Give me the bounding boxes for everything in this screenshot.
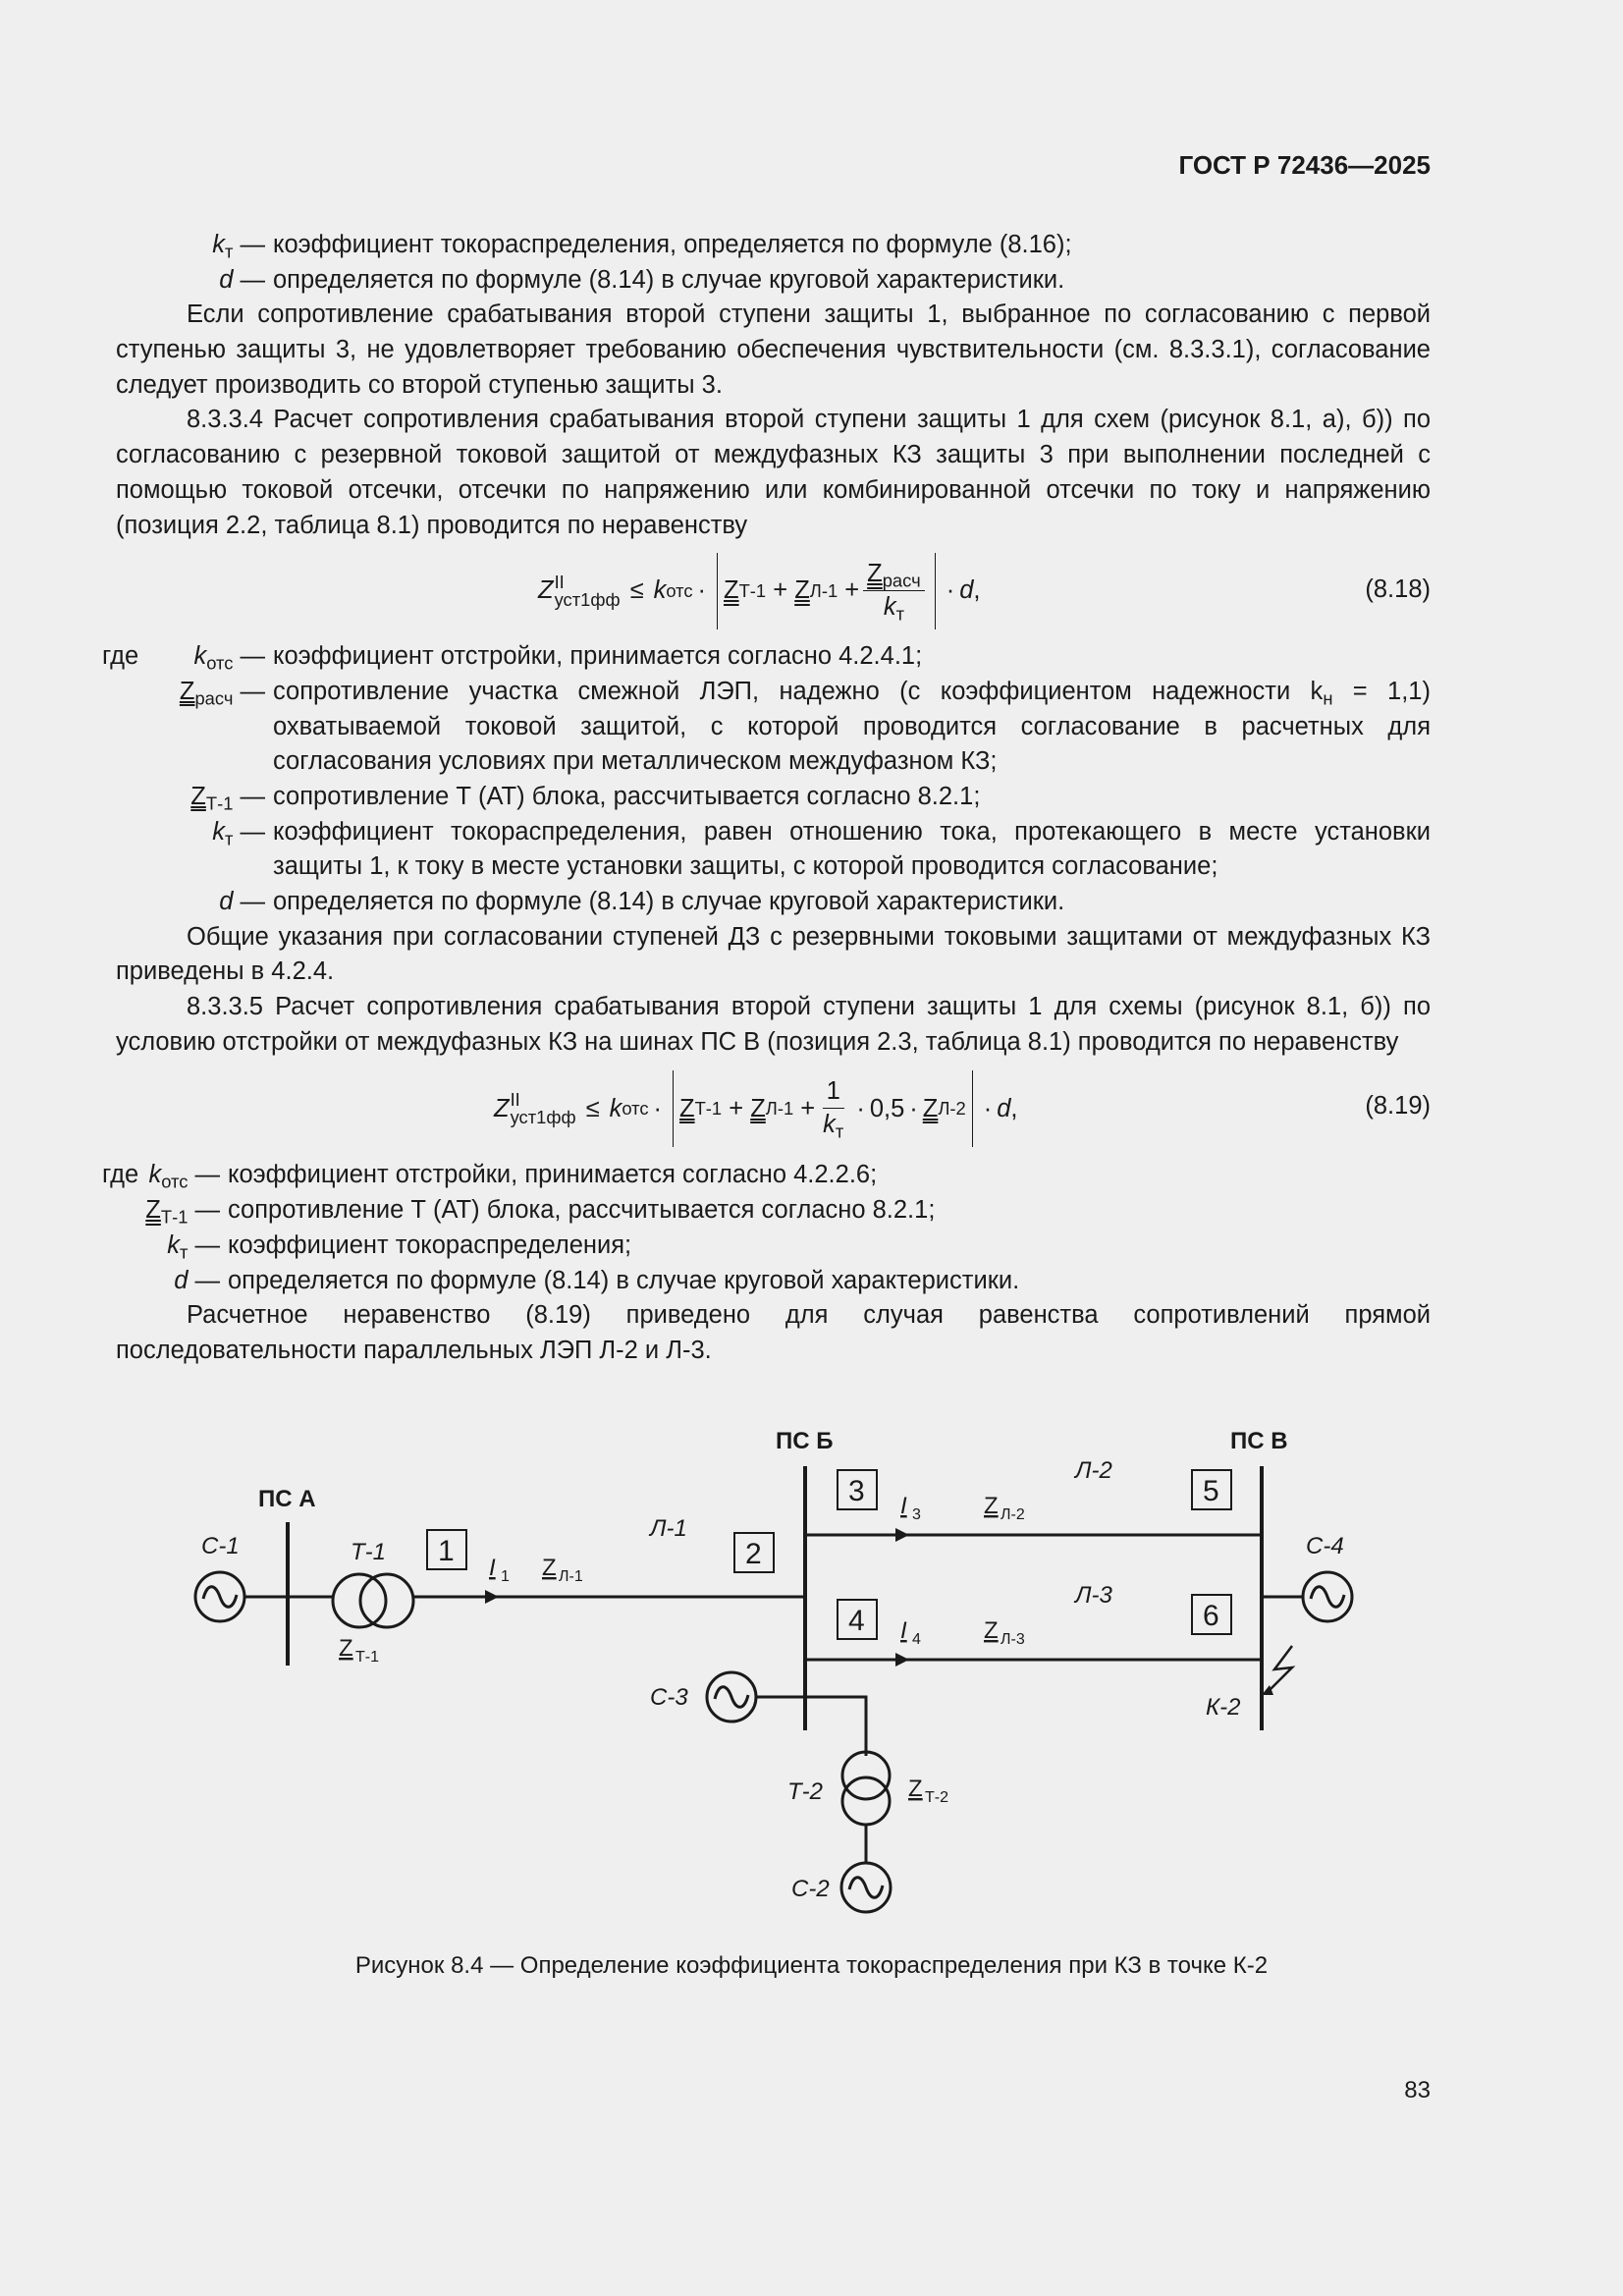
absolute-value: Z Т-1 + Z Л-1 + $\frac{1}{k_т}$ · 0,5 · Z Л-2 bbox=[673, 1070, 973, 1147]
label-l3: Л-3 bbox=[1075, 1582, 1112, 1609]
current-i3: I bbox=[900, 1493, 907, 1519]
box-label-3: 3 bbox=[848, 1475, 865, 1507]
def-symbol: d — bbox=[174, 1266, 220, 1294]
def-text: коэффициент токораспределения, равен отношению тока, протекающего в месте установки защиты 1, к току в месте установки защиты, с которой проводится согласование; bbox=[273, 817, 1431, 881]
label-c3: С-3 bbox=[650, 1684, 688, 1711]
def-symbol: $k_т$ — bbox=[167, 1230, 220, 1263]
label-t2: Т-2 bbox=[787, 1778, 823, 1805]
figure-caption: Рисунок 8.4 — Определение коэффициента токораспределения при КЗ в точке К-2 bbox=[354, 1952, 1269, 1979]
def-symbol: $k_т$ — bbox=[212, 817, 265, 849]
label-ps-b: ПС Б bbox=[776, 1428, 834, 1454]
svg-text:Т-1: Т-1 bbox=[355, 1649, 379, 1666]
label-ps-v: ПС В bbox=[1230, 1428, 1288, 1454]
box-label-1: 1 bbox=[438, 1535, 455, 1567]
svg-text:Л-1: Л-1 bbox=[559, 1568, 583, 1585]
page-header: ГОСТ Р 72436—2025 bbox=[1178, 150, 1431, 180]
label-k2: К-2 bbox=[1206, 1694, 1241, 1721]
def-symbol: $k_т$ — bbox=[212, 231, 265, 262]
def-symbol: $Z_{расч}$ — bbox=[179, 677, 265, 709]
fault-k2-icon bbox=[1267, 1646, 1292, 1693]
def-text: сопротивление участка смежной ЛЭП, надежно (с коэффициентом надежности $k_н = 1,1$) охватываемой токовой защитой, с которой проводится согласование в расчетных для согласования условиях при металлическом междуфазном КЗ; bbox=[273, 677, 1431, 776]
impedance-zt2: Z bbox=[908, 1776, 923, 1802]
impedance-zl1: Z bbox=[542, 1555, 557, 1581]
label-c1: С-1 bbox=[201, 1533, 240, 1559]
box-label-4: 4 bbox=[848, 1605, 865, 1637]
label-t1: Т-1 bbox=[351, 1539, 386, 1565]
paragraph: 8.3.3.4 Расчет сопротивления срабатывания второй ступени защиты 1 для схем (рисунок 8.1, а), б)) по согласованию с резервной токовой защитой от междуфазных КЗ защиты 3 при выполнении последней с помощью токовой отсечки, отсечки по напряжению или комбинированной отсечки по току и напряжению (позиция 2.2, таблица 8.1) проводится по неравенству bbox=[116, 406, 1431, 539]
impedance-zl3: Z bbox=[984, 1617, 999, 1644]
formula: Z II уст1фф ≤ k отс · Z Т-1 + Z Л-1 + $\frac{1}{k_т}$ · 0,5 · Z Л-2 · d , bbox=[494, 1060, 1018, 1158]
def-symbol: $Z_{Т-1}$ — bbox=[145, 1196, 220, 1228]
current-i4: I bbox=[900, 1617, 907, 1644]
label-c2: С-2 bbox=[791, 1876, 830, 1902]
box-label-5: 5 bbox=[1203, 1475, 1219, 1507]
def-text: определяется по формуле (8.14) в случае круговой характеристики. bbox=[273, 265, 1065, 294]
transformer-t2-icon bbox=[842, 1752, 890, 1799]
def-symbol: d — bbox=[219, 265, 265, 294]
svg-text:Л-3: Л-3 bbox=[1001, 1631, 1025, 1648]
def-text: сопротивление Т (АТ) блока, рассчитывается согласно 8.2.1; bbox=[228, 1196, 936, 1225]
paragraph: Если сопротивление срабатывания второй ступени защиты 1, выбранное по согласованию с первой ступенью защиты 3, не удовлетворяет требованию обеспечения чувствительности (см. 8.3.3.1), согласование следует производить со второй ступенью защиты 3. bbox=[116, 301, 1431, 399]
svg-text:3: 3 bbox=[912, 1506, 921, 1523]
fraction: $\frac{1}{k_т}$ bbox=[823, 1077, 844, 1142]
box-label-2: 2 bbox=[745, 1538, 762, 1570]
def-symbol: $Z_{Т-1}$ — bbox=[190, 782, 265, 814]
def-text: коэффициент отстройки, принимается согласно 4.2.4.1; bbox=[273, 642, 923, 671]
paragraph: 8.3.3.5 Расчет сопротивления срабатывания второй ступени защиты 1 для схемы (рисунок 8.1, б)) по условию отстройки от междуфазных КЗ на шинах ПС В (позиция 2.3, таблица 8.1) проводится по неравенству bbox=[116, 993, 1431, 1056]
current-i1: I bbox=[489, 1555, 496, 1581]
def-symbol: d — bbox=[219, 888, 265, 915]
absolute-value: Z Т-1 + Z Л-1 + $\frac{Z_{расч}}{k_т}$ bbox=[717, 553, 936, 629]
svg-text:Т-2: Т-2 bbox=[925, 1789, 948, 1806]
def-text: определяется по формуле (8.14) в случае круговой характеристики. bbox=[273, 888, 1065, 915]
box-label-6: 6 bbox=[1203, 1600, 1219, 1632]
paragraph: Общие указания при согласовании ступеней ДЗ с резервными токовыми защитами от междуфазных КЗ приведены в 4.2.4. bbox=[116, 922, 1431, 986]
def-symbol: где $k_{отс}$ — bbox=[102, 1161, 220, 1192]
svg-text:Л-2: Л-2 bbox=[1001, 1506, 1025, 1523]
paragraph: Расчетное неравенство (8.19) приведено для случая равенства сопротивлений прямой последовательности параллельных ЛЭП Л-2 и Л-3. bbox=[116, 1301, 1431, 1364]
def-text: определяется по формуле (8.14) в случае круговой характеристики. bbox=[228, 1266, 1020, 1294]
def-text: коэффициент токораспределения; bbox=[228, 1230, 632, 1259]
def-symbol: где $k_{отс}$ — bbox=[102, 642, 265, 674]
formula: Z II уст1фф ≤ k отс · Z Т-1 + Z Л-1 + $\frac{Z_{расч}}{k_т}$ · d , bbox=[538, 543, 980, 639]
svg-text:1: 1 bbox=[501, 1568, 510, 1585]
def-text: сопротивление Т (АТ) блока, рассчитывается согласно 8.2.1; bbox=[273, 782, 981, 810]
def-text: коэффициент токораспределения, определяется по формуле (8.16); bbox=[273, 231, 1072, 258]
impedance-zt1: Z bbox=[339, 1635, 353, 1662]
equation-number: (8.18) bbox=[1365, 575, 1431, 604]
equation-number: (8.19) bbox=[1365, 1092, 1431, 1121]
svg-text:4: 4 bbox=[912, 1631, 921, 1648]
label-c4: С-4 bbox=[1306, 1533, 1344, 1559]
def-text: коэффициент отстройки, принимается согласно 4.2.2.6; bbox=[228, 1161, 878, 1189]
label-l2: Л-2 bbox=[1075, 1457, 1112, 1484]
label-l1: Л-1 bbox=[650, 1515, 687, 1542]
label-ps-a: ПС А bbox=[258, 1486, 316, 1512]
fraction: $\frac{Z_{расч}}{k_т}$ bbox=[863, 559, 925, 624]
impedance-zl2: Z bbox=[984, 1493, 999, 1519]
page-number: 83 bbox=[1404, 2077, 1431, 2104]
